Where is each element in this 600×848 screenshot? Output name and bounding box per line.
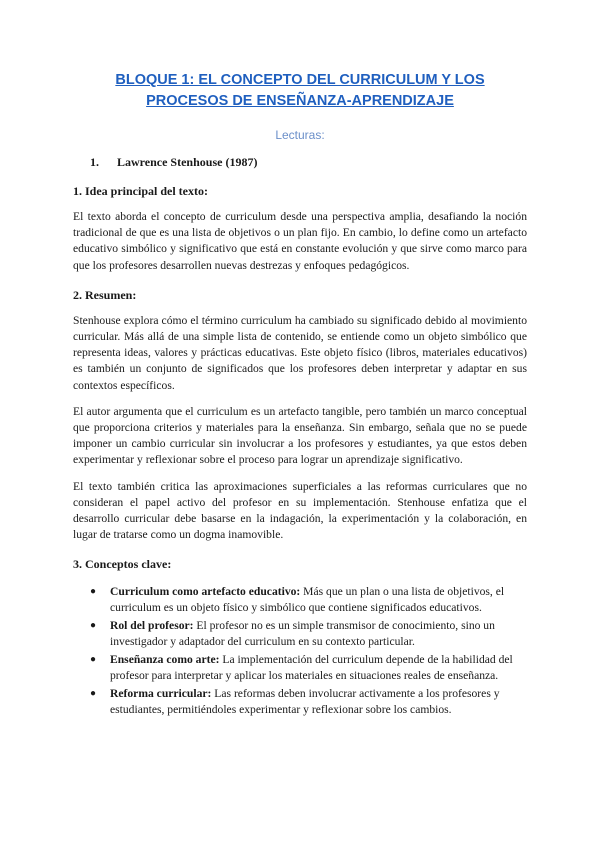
concept-term: Curriculum como artefacto educativo: <box>110 585 301 599</box>
author-number: 1. <box>90 155 99 169</box>
author-name: Lawrence Stenhouse (1987) <box>117 155 258 169</box>
bullet-icon: ● <box>90 586 97 598</box>
section-heading-idea: 1. Idea principal del texto: <box>73 184 208 198</box>
bullet-icon: ● <box>90 654 97 666</box>
concept-text: El profesor no es un simple transmisor de conocimiento, sino un investigador y adaptador del curriculum en su contexto particular. <box>110 619 495 648</box>
subtitle: Lecturas: <box>275 128 325 142</box>
resumen-paragraph-3: El texto también critica las aproximaciones superficiales a las reformas curriculares que no consideran el papel activo del profesor en su implementación. Stenhouse enfatiza que el desarrollo curricular debe basarse en la indagación, la experimentación y la colaboración, en lugar de tratarse como un dogma inamovible. <box>73 479 527 542</box>
idea-paragraph: El texto aborda el concepto de curriculum desde una perspectiva amplia, desafiando la noción tradicional de que es una lista de objetivos o un plan fijo. En cambio, lo define como un artefacto educativo simbólico y significativo que está en constante evolución y que sirve como marco para que los profesores desarrollen nuevas destrezas y enfoques pedagógicos. <box>73 210 527 272</box>
concept-term: Rol del profesor: <box>110 619 194 633</box>
title-line-2: PROCESOS DE ENSEÑANZA-APRENDIZAJE <box>146 93 454 109</box>
list-item <box>73 618 527 649</box>
resumen-paragraph-2: El autor argumenta que el curriculum es un artefacto tangible, pero también un marco conceptual que proporciona criterios y materiales para la enseñanza. Sin embargo, señala que no se puede imponer un cambio curricular sin involucrar a los profesores y estudiantes, ya que estos deben experimentar y reflexionar sobre el proceso para lograr un aprendizaje significativo. <box>73 404 527 467</box>
bullet-icon: ● <box>90 620 97 632</box>
section-heading-conceptos: 3. Conceptos clave: <box>73 557 172 572</box>
author-heading <box>73 154 527 170</box>
title-line-1: BLOQUE 1: EL CONCEPTO DEL CURRICULUM Y LOS <box>115 72 485 88</box>
concept-text: La implementación del curriculum depende de la habilidad del profesor para interpretar y aplicar los materiales en situaciones reales de enseñanza. <box>110 653 513 682</box>
section-heading-resumen: 2. Resumen: <box>73 287 137 302</box>
bullet-icon: ● <box>90 688 97 700</box>
concepts-list <box>73 584 527 717</box>
concept-text: Las reformas deben involucrar activamente a los profesores y estudiantes, permitiéndoles experimentar y reflexionar sobre los cambios. <box>110 687 500 716</box>
concept-term: Enseñanza como arte: <box>110 653 220 667</box>
list-item <box>73 652 527 683</box>
concept-term: Reforma curricular: <box>110 687 212 701</box>
list-item <box>73 686 527 717</box>
resumen-paragraph-1: Stenhouse explora cómo el término curriculum ha cambiado su significado debido al movimiento curricular. Más allá de una simple lista de contenido, se entiende como un objeto simbólico que representa ideas, valores y prácticas educativas. Este objeto físico (libros, materiales educativos) es también un conjunto de significados que los profesores deben interpretar y adaptar en sus contextos específicos. <box>73 313 527 392</box>
page-title <box>73 70 527 112</box>
list-item <box>73 584 527 615</box>
concept-text: Más que un plan o una lista de objetivos, el curriculum es un objeto físico y simbólico que contiene significados educativos. <box>110 585 505 614</box>
